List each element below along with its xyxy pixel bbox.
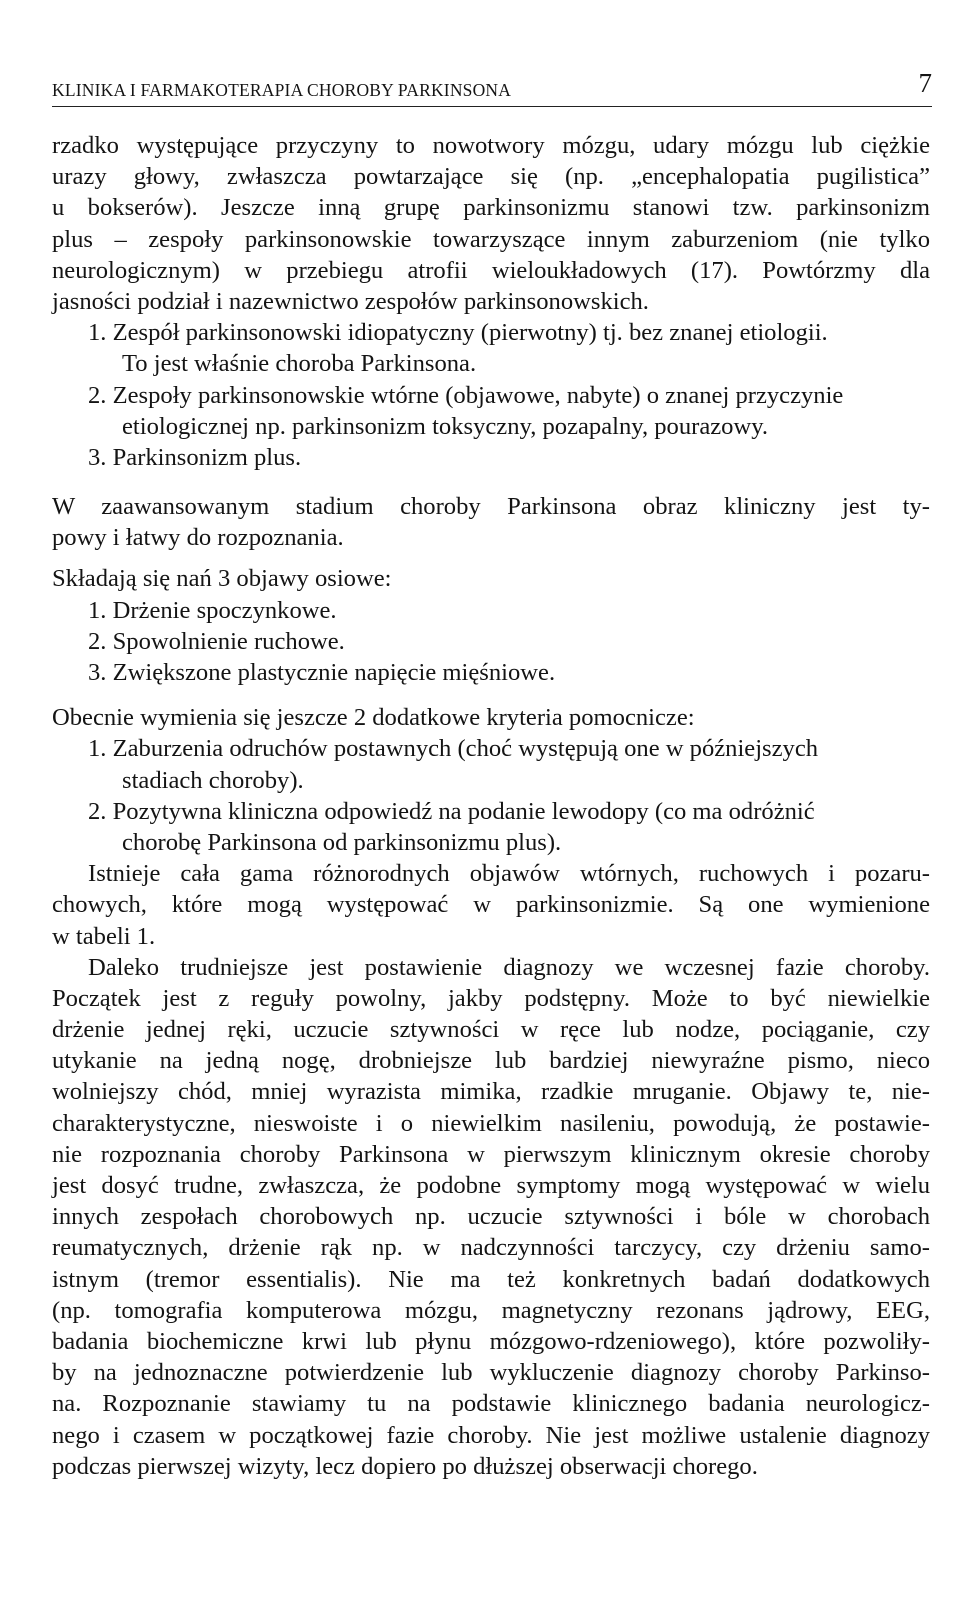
paragraph-secondary-symptoms [52,858,930,952]
text-line: wolniejszy chód, mniej wyrazista mimika, rzadkie mruganie. Objawy te, nie- [52,1078,930,1106]
text-line: charakterystyczne, nieswoiste i o niewielkim nasileniu, powodują, że postawie- [52,1109,930,1137]
page-number: 7 [918,68,932,98]
text-line: plus – zespoły parkinsonowskie towarzyszące innym zaburzeniom (nie tylko [52,225,930,253]
list-item: 2. Spowolnienie ruchowe. [88,627,345,655]
text-line: innych zespołach chorobowych np. uczucie sztywności i bóle w chorobach [52,1203,930,1231]
paragraph-early-diagnosis [52,952,930,1482]
text-line: na. Rozpoznanie stawiamy tu na podstawie klinicznego badania neurologicz- [52,1390,930,1418]
list-item: 3. Zwiększone plastycznie napięcie mięśniowe. [88,659,556,686]
text-line: Początek jest z reguły powolny, jakby podstępny. Może to być niewielkie [52,984,930,1012]
list-item: 3. Parkinsonizm plus. [88,443,302,471]
list-item-continuation: etiologicznej np. parkinsonizm toksyczny, pozapalny, pourazowy. [122,412,769,440]
list-intro: Obecnie wymienia się jeszcze 2 dodatkowe kryteria pomocnicze: [52,704,695,732]
text-line: powy i łatwy do rozpoznania. [52,524,344,552]
text-line: drżenie jednej ręki, uczucie sztywności w ręce lub nodze, pociąganie, czy [52,1016,930,1044]
syndromes-list [52,317,930,473]
text-line: u bokserów). Jeszcze inną grupę parkinsonizmu stanowi tzw. parkinsonizm [52,194,930,222]
text-line: (np. tomografia komputerowa mózgu, magnetyczny rezonans jądrowy, EEG, [52,1296,930,1324]
text-line: Istnieje cała gama różnorodnych objawów wtórnych, ruchowych i pozaru- [88,860,930,888]
text-line: podczas pierwszej wizyty, lecz dopiero po dłuższej obserwacji chorego. [52,1452,758,1480]
page-body [52,130,930,1482]
list-item-continuation: chorobę Parkinsona od parkinsonizmu plus). [122,828,562,856]
list-item-continuation: To jest właśnie choroba Parkinsona. [122,350,477,378]
running-title: KLINIKA I FARMAKOTERAPIA CHOROBY PARKINSONA [52,80,512,100]
text-line: nie rozpoznania choroby Parkinsona w pierwszym klinicznym okresie choroby [52,1140,930,1168]
text-line: istnym (tremor essentialis). Nie ma też konkretnych badań dodatkowych [52,1265,930,1293]
text-line: badania biochemiczne krwi lub płynu mózgowo-rdzeniowego), które pozwoliły- [52,1327,930,1355]
list-item: 2. Zespoły parkinsonowskie wtórne (objawowe, nabyte) o znanej przyczynie [88,381,844,409]
auxiliary-criteria [52,702,930,858]
text-line: neurologicznym) w przebiegu atrofii wieloukładowych (17). Powtórzmy dla [52,256,930,284]
text-line: reumatycznych, drżenie rąk np. w nadczynności tarczycy, czy drżeniu samo- [52,1234,930,1262]
text-line: by na jednoznaczne potwierdzenie lub wykluczenie diagnozy choroby Parkinso- [52,1359,930,1387]
list-item: 1. Drżenie spoczynkowe. [88,596,337,624]
list-intro: Składają się nań 3 objawy osiowe: [52,565,392,593]
running-header [52,66,932,107]
list-item: 1. Zaburzenia odruchów postawnych (choć występują one w późniejszych [88,735,819,763]
paragraph-causes [52,130,930,317]
text-line: nego i czasem w początkowej fazie choroby. Nie jest możliwe ustalenie diagnozy [52,1421,930,1449]
text-line: jest dosyć trudne, zwłaszcza, że podobne symptomy mogą występować w wielu [52,1172,930,1199]
text-line: rzadko występujące przyczyny to nowotwory mózgu, udary mózgu lub ciężkie [52,132,930,159]
text-line: W zaawansowanym stadium choroby Parkinsona obraz kliniczny jest ty- [52,493,930,521]
list-item: 1. Zespół parkinsonowski idiopatyczny (pierwotny) tj. bez znanej etiologii. [88,319,828,347]
spacer [52,473,930,491]
spacer [52,688,930,702]
list-item: 2. Pozytywna kliniczna odpowiedź na podanie lewodopy (co ma odróżnić [88,797,815,825]
text-line: urazy głowy, zwłaszcza powtarzające się (np. „encephalopatia pugilistica” [52,163,930,191]
text-line: jasności podział i nazewnictwo zespołów parkinsonowskich. [52,287,649,315]
text-line: w tabeli 1. [52,922,156,950]
paragraph-advanced-stage [52,491,930,553]
text-line: Daleko trudniejsze jest postawienie diagnozy we wczesnej fazie choroby. [88,953,930,981]
text-line: utykanie na jedną nogę, drobniejsze lub bardziej niewyraźne pismo, nieco [52,1047,930,1075]
list-item-continuation: stadiach choroby). [122,766,304,794]
spacer [52,553,930,563]
axial-symptoms [52,563,930,688]
text-line: chowych, które mogą występować w parkinsonizmie. Są one wymienione [52,891,930,919]
